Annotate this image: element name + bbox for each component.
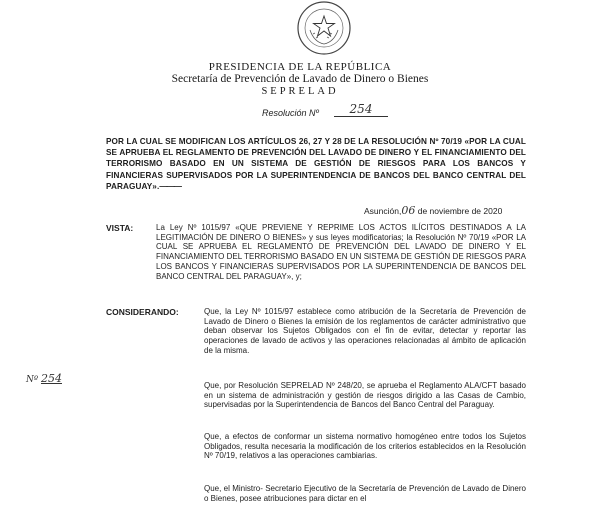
resolution-title-text: POR LA CUAL SE MODIFICAN LOS ARTÍCULOS 26, 27 Y 28 DE LA RESOLUCIÓN Nº 70/19 «POR LA CUAL SE APRUEBA EL REGLAMENTO DE PREVENCIÓN DEL LAVADO DE DINERO Y EL FINANCIAMIENTO DEL TERRORISMO BASADO EN UN SISTEMA DE GESTIÓN DE RIESGOS PARA LOS BANCOS Y FINANCIERAS SUPERVISADOS POR LA SUPERINTENDENCIA DE BANCOS DEL BANCO CENTRAL DEL PARAGUAY». <box>106 137 526 191</box>
margin-note-prefix: Nº <box>26 375 39 385</box>
national-seal-icon <box>296 0 352 56</box>
resolution-number: 254 <box>334 102 388 117</box>
vista-text: La Ley Nº 1015/97 «QUE PREVIENE Y REPRIME LOS ACTOS ILÍCITOS DESTINADOS A LA LEGITIMACIÓN DE DINERO O BIENES» y sus leyes modificatorias; la Resolución Nº 70/19 «POR LA CUAL SE APRUEBA EL REGLAMENTO DE PREVENCIÓN DEL LAVADO DE DINERO Y EL FINANCIAMIENTO DEL TERRORISMO BASADO EN UN SISTEMA DE GESTIÓN DE RIESGOS PARA LOS BANCOS Y FINANCIERAS SUPERVISADOS POR LA SUPERINTENDENCIA DE BANCOS DEL BANCO CENTRAL DEL PARAGUAY», y; <box>156 223 526 281</box>
resolution-title <box>106 136 526 192</box>
considerando-paragraph: Que, el Ministro- Secretario Ejecutivo de la Secretaría de Prevención de Lavado de Dinero o Bienes, posee atribuciones para dictar en el <box>204 484 526 503</box>
header-acronym: SEPRELAD <box>261 86 339 97</box>
header-secretariat: Secretaría de Prevención de Lavado de Dinero o Bienes <box>171 73 429 85</box>
date-prefix: Asunción, <box>364 206 402 216</box>
resolution-label: Resolución Nº <box>262 108 319 118</box>
date-day: 06 <box>401 204 416 217</box>
header-presidency: PRESIDENCIA DE LA REPÚBLICA <box>208 61 392 73</box>
considerando-paragraph: Que, la Ley Nº 1015/97 establece como atribución de la Secretaría de Prevención de Lavado de Dinero o Bienes la emisión de los reglamentos de carácter administrativo que deban observar los Sujetos Obligados con el fin de evitar, detectar y reportar las operaciones de lavado de activos y las operaciones relacionadas al ámbito de aplicación de la misma. <box>204 307 526 355</box>
vista-label: VISTA: <box>106 223 134 233</box>
title-dashes: ——— <box>159 181 181 191</box>
resolution-date <box>364 204 502 217</box>
date-suffix: de noviembre de 2020 <box>417 206 503 216</box>
considerando-paragraph: Que, por Resolución SEPRELAD Nº 248/20, se aprueba el Reglamento ALA/CFT basado en un sistema de administración y gestión de riesgos dirigido a las Casas de Cambio, supervisadas por la Superintendencia de Bancos del Banco Central del Paraguay. <box>204 381 526 410</box>
considerando-paragraph: Que, a efectos de conformar un sistema normativo homogéneo entre todos los Sujetos Obligados, resulta necesaria la modificación de los criterios establecidos en la Resolución Nº 70/19, relativos a las operaciones cambiarias. <box>204 432 526 461</box>
considerando-label: CONSIDERANDO: <box>106 307 179 317</box>
margin-handwritten-note <box>26 372 62 385</box>
margin-note-number: 254 <box>40 372 62 385</box>
